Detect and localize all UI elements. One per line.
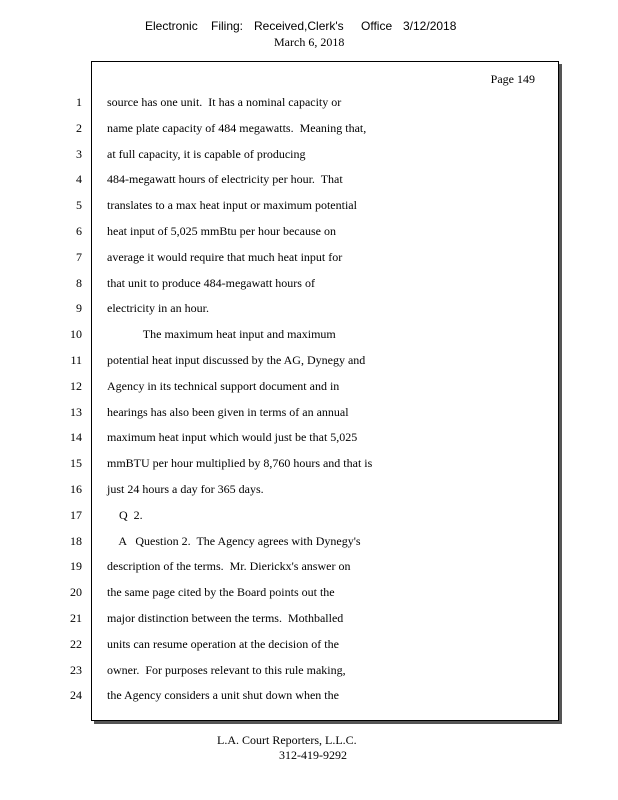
- line-number: 3: [76, 146, 82, 161]
- transcript-line: The maximum heat input and maximum: [107, 327, 336, 342]
- transcript-line: units can resume operation at the decision of the: [107, 636, 339, 651]
- filing-header-word: Office: [361, 19, 393, 33]
- transcript-line: translates to a max heat input or maximum potential: [107, 198, 357, 213]
- line-number: 8: [76, 275, 82, 290]
- line-number: 7: [76, 249, 82, 264]
- transcript-line: average it would require that much heat input for: [107, 249, 343, 264]
- transcript-line: source has one unit. It has a nominal capacity or: [107, 95, 342, 109]
- transcript-line: electricity in an hour.: [107, 301, 209, 316]
- line-number: 14: [70, 430, 82, 445]
- line-number: 10: [70, 327, 82, 342]
- transcript-text: [107, 92, 547, 711]
- line-number: 16: [70, 481, 82, 496]
- filing-header-word: Electronic: [145, 19, 198, 33]
- line-number: 1: [76, 95, 82, 109]
- line-number: 6: [76, 223, 82, 238]
- transcript-line: A Question 2. The Agency agrees with Dynegy's: [107, 533, 361, 548]
- transcript-line: description of the terms. Mr. Dierickx's answer on: [107, 559, 351, 574]
- line-number: 18: [70, 533, 82, 548]
- filing-header-date: 3/12/2018: [403, 19, 457, 33]
- filing-header-word: Received,Clerk's: [254, 19, 344, 33]
- transcript-line: 484-megawatt hours of electricity per hour. That: [107, 172, 343, 187]
- line-number: 12: [70, 378, 82, 393]
- transcript-line: just 24 hours a day for 365 days.: [107, 481, 264, 496]
- line-number: 5: [76, 198, 82, 213]
- line-number: 4: [76, 172, 82, 187]
- line-number: 9: [76, 301, 82, 316]
- transcript-line: Q 2.: [107, 507, 143, 522]
- line-number: 11: [70, 352, 82, 367]
- line-number: 2: [76, 120, 82, 135]
- transcript-line: potential heat input discussed by the AG, Dynegy and: [107, 352, 366, 367]
- line-number: 19: [70, 559, 82, 574]
- line-number-column: [60, 92, 82, 711]
- line-number: 22: [70, 636, 82, 651]
- transcript-line: heat input of 5,025 mmBtu per hour because on: [107, 223, 336, 238]
- transcript-line: major distinction between the terms. Mothballed: [107, 610, 344, 625]
- line-number: 23: [70, 662, 82, 677]
- transcript-line: owner. For purposes relevant to this rule making,: [107, 662, 346, 677]
- line-number: 21: [70, 610, 82, 625]
- transcript-line: the same page cited by the Board points out the: [107, 585, 335, 600]
- line-number: 15: [70, 456, 82, 471]
- transcript-line: that unit to produce 484-megawatt hours of: [107, 275, 315, 290]
- line-number: 20: [70, 585, 82, 600]
- transcript-line: at full capacity, it is capable of producing: [107, 146, 306, 161]
- transcript-line: mmBTU per hour multiplied by 8,760 hours and that is: [107, 456, 373, 471]
- transcript-line: the Agency considers a unit shut down when the: [107, 688, 339, 703]
- transcript-line: Agency in its technical support document and in: [107, 378, 340, 393]
- filing-header-word: Filing:: [211, 19, 244, 33]
- transcript-line: maximum heat input which would just be that 5,025: [107, 430, 358, 445]
- line-number: 17: [70, 507, 82, 522]
- line-number: 13: [70, 404, 82, 419]
- court-reporter-name: L.A. Court Reporters, L.L.C.: [217, 733, 357, 747]
- transcript-line: name plate capacity of 484 megawatts. Meaning that,: [107, 120, 367, 135]
- page-number: Page 149: [490, 72, 535, 86]
- court-reporter-phone: 312-419-9292: [279, 748, 347, 762]
- transcript-line: hearings has also been given in terms of an annual: [107, 404, 349, 419]
- transcript-date: March 6, 2018: [274, 35, 345, 49]
- line-number: 24: [70, 688, 82, 703]
